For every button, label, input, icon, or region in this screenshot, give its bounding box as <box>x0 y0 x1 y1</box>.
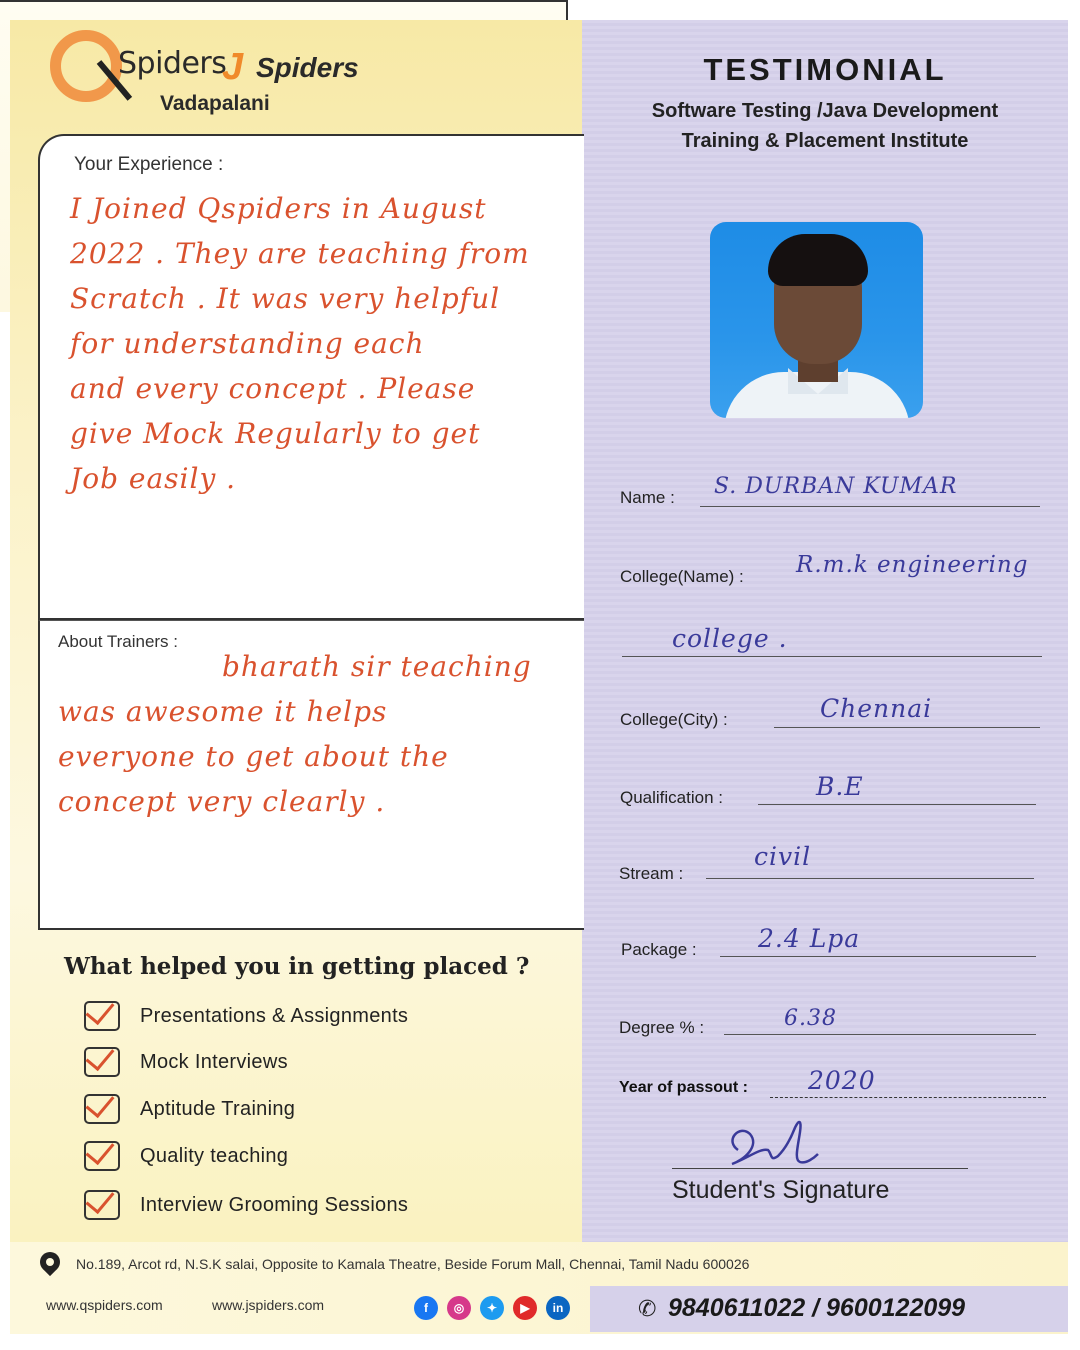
helped-item-label: Presentations & Assignments <box>140 1004 409 1027</box>
address-text: No.189, Arcot rd, N.S.K salai, Opposite to Kamala Theatre, Beside Forum Mall, Chennai, Tamil Nadu 600026 <box>76 1256 750 1272</box>
linkedin-icon[interactable]: in <box>546 1296 570 1320</box>
signature-stroke <box>732 1122 818 1164</box>
phone-icon: ✆ <box>638 1296 657 1321</box>
name-line <box>700 506 1040 507</box>
signature-mark <box>710 1110 830 1172</box>
qualification-line <box>758 804 1036 805</box>
facebook-icon[interactable]: f <box>414 1296 438 1320</box>
package-line <box>720 956 1036 957</box>
degree-label: Degree % : <box>619 1018 705 1037</box>
helped-item-label: Quality teaching <box>140 1144 289 1167</box>
subtitle-line2: Training & Placement Institute <box>681 130 969 152</box>
name-value[interactable]: S. DURBAN KUMAR <box>714 474 958 499</box>
page-title: TESTIMONIAL <box>703 52 947 87</box>
college-name-label: College(Name) : <box>620 567 744 586</box>
trainers-line: bharath sir teaching <box>222 650 532 683</box>
experience-text <box>70 186 530 501</box>
helped-item-grooming[interactable] <box>84 1189 408 1221</box>
experience-label: Your Experience : <box>74 154 224 175</box>
package-label: Package : <box>621 940 697 959</box>
trainers-line: was awesome it helps <box>58 695 388 728</box>
trainers-line: everyone to get about the <box>58 740 449 773</box>
college-city-line <box>774 727 1040 728</box>
checkbox[interactable] <box>84 1001 120 1031</box>
qualification-label: Qualification : <box>620 788 723 807</box>
helped-title: What helped you in getting placed ? <box>64 953 530 980</box>
stream-line <box>706 878 1034 879</box>
check-icon <box>86 1184 115 1214</box>
qspiders-logo-ring-icon <box>50 30 122 102</box>
twitter-icon[interactable]: ✦ <box>480 1296 504 1320</box>
check-icon <box>86 1041 115 1071</box>
phone-numbers[interactable]: 9840611022 / 9600122099 <box>668 1294 966 1322</box>
checkbox[interactable] <box>84 1047 120 1077</box>
trainers-label: About Trainers : <box>58 632 179 651</box>
helped-item-mock-interviews[interactable] <box>84 1046 288 1078</box>
trainers-line: concept very clearly . <box>58 785 386 818</box>
checkbox[interactable] <box>84 1190 120 1220</box>
experience-line: and every concept . Please <box>70 372 476 405</box>
college-name-line2 <box>622 656 1042 657</box>
college-city-value[interactable]: Chennai <box>820 694 933 723</box>
jspiders-website-link[interactable]: www.jspiders.com <box>212 1297 325 1313</box>
check-icon <box>86 1088 115 1118</box>
experience-line: Job easily . <box>70 462 237 495</box>
jspiders-wordmark: Spiders <box>256 52 359 83</box>
signature-line <box>672 1168 968 1169</box>
trainers-text <box>58 644 532 824</box>
instagram-icon[interactable]: ◎ <box>447 1296 471 1320</box>
qspiders-wordmark: Spiders <box>118 46 227 81</box>
helped-item-presentations[interactable] <box>84 1000 408 1032</box>
experience-line: I Joined Qspiders in August <box>70 192 487 225</box>
college-city-label: College(City) : <box>620 710 728 729</box>
year-of-passout-value[interactable]: 2020 <box>808 1066 876 1095</box>
college-name-value[interactable]: R.m.k engineering <box>796 552 1029 578</box>
qspiders-website-link[interactable]: www.qspiders.com <box>46 1297 163 1313</box>
check-icon <box>86 995 115 1025</box>
college-name-value2[interactable]: college . <box>672 624 788 653</box>
signature-label: Student's Signature <box>672 1176 890 1204</box>
helped-item-label: Mock Interviews <box>140 1050 288 1073</box>
degree-value[interactable]: 6.38 <box>784 1006 837 1031</box>
helped-item-aptitude[interactable] <box>84 1093 295 1125</box>
year-line <box>770 1097 1046 1098</box>
experience-line: 2022 . They are teaching from <box>70 237 530 270</box>
helped-item-label: Aptitude Training <box>140 1097 296 1120</box>
jspiders-j-letter: J <box>222 46 244 88</box>
subtitle-line1: Software Testing /Java Development <box>651 100 999 122</box>
check-icon <box>86 1135 115 1165</box>
experience-line: for understanding each <box>70 327 425 360</box>
branch-location: Vadapalani <box>160 92 270 115</box>
year-of-passout-label: Year of passout : <box>619 1079 748 1096</box>
experience-line: give Mock Regularly to get <box>70 417 481 450</box>
experience-line: Scratch . It was very helpful <box>70 282 501 315</box>
stream-label: Stream : <box>619 864 684 883</box>
helped-item-label: Interview Grooming Sessions <box>140 1193 409 1216</box>
helped-item-quality-teaching[interactable] <box>84 1140 288 1172</box>
qualification-value[interactable]: B.E <box>816 772 864 801</box>
checkbox[interactable] <box>84 1141 120 1171</box>
student-photo <box>710 222 923 418</box>
photo-hair <box>768 234 868 286</box>
right-panel <box>582 20 1068 1242</box>
checkbox[interactable] <box>84 1094 120 1124</box>
degree-line <box>724 1034 1036 1035</box>
youtube-icon[interactable]: ▶ <box>513 1296 537 1320</box>
stream-value[interactable]: civil <box>754 842 812 871</box>
name-label: Name : <box>620 488 675 507</box>
package-value[interactable]: 2.4 Lpa <box>758 924 861 953</box>
